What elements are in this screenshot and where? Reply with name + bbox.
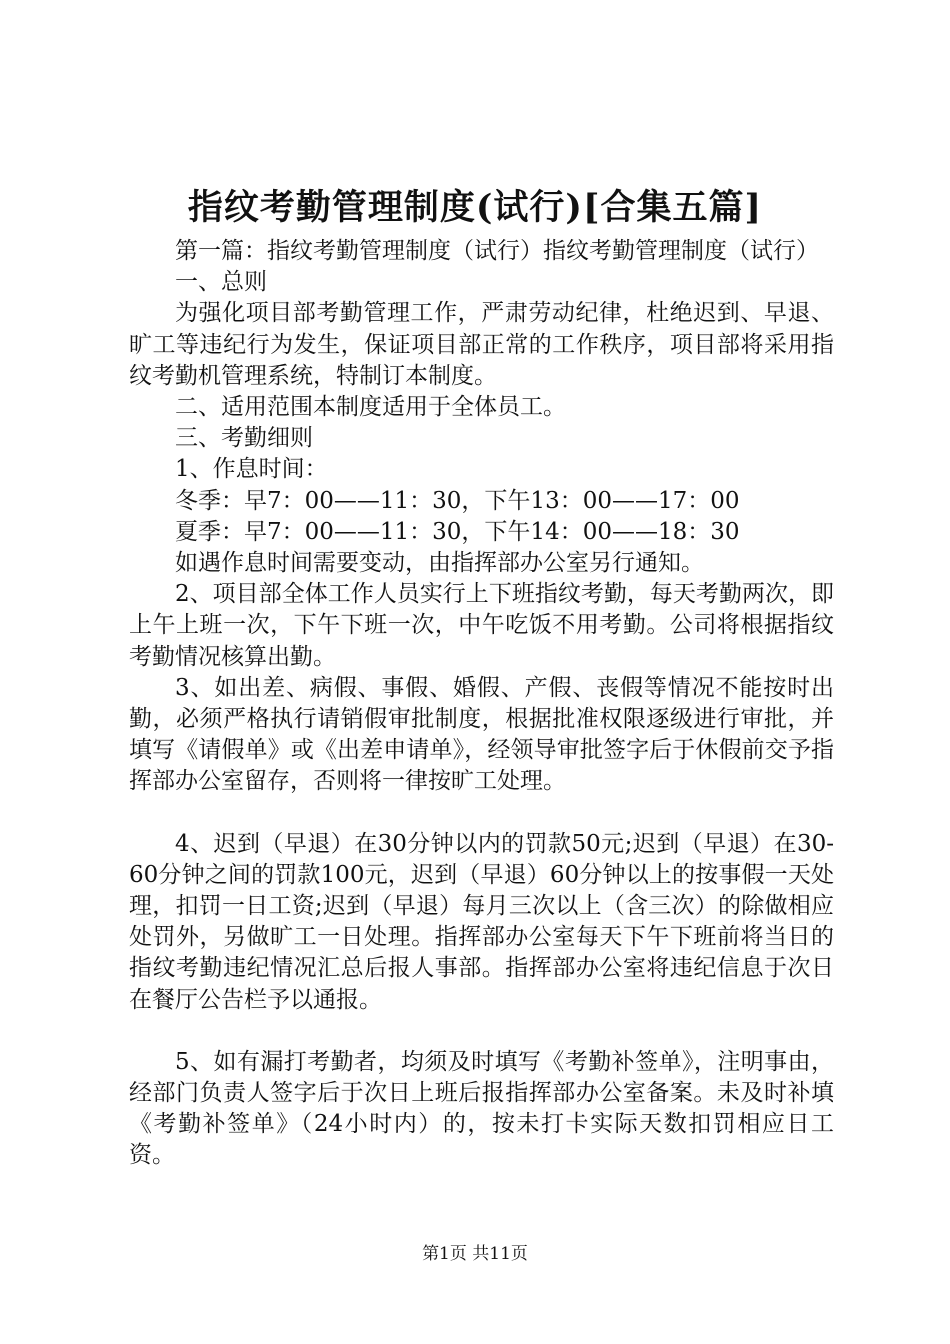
document-title: 指纹考勤管理制度(试行)[合集五篇] <box>187 187 763 228</box>
page-footer: 第1页 共11页 <box>422 1244 528 1264</box>
paragraph-purpose: 为强化项目部考勤管理工作，严肃劳动纪律，杜绝迟到、早退、旷工等违纪行为发生，保证项目部正常的工作秩序，项目部将采用指纹考勤机管理系统，特制订本制度。 <box>129 300 834 389</box>
paragraph-schedule-heading: 1、作息时间： <box>175 456 328 483</box>
paragraph-rule-2: 2、项目部全体工作人员实行上下班指纹考勤，每天考勤两次，即上午上班一次，下午下班一次，中午吃饭不用考勤。公司将根据指纹考勤情况核算出勤。 <box>129 581 834 670</box>
paragraph-rule-5: 5、如有漏打考勤者，均须及时填写《考勤补签单》，注明事由，经部门负责人签字后于次日上班后报指挥部办公室备案。未及时补填《考勤补签单》（24小时内）的，按未打卡实际天数扣罚相应日工资。 <box>129 1048 834 1169</box>
paragraph-schedule-change: 如遇作息时间需要变动，由指挥部办公室另行通知。 <box>175 550 704 577</box>
paragraph-summer-schedule: 夏季：早7：00——11：30，下午14：00——18：30 <box>175 518 740 545</box>
paragraph-heading-rules: 三、考勤细则 <box>175 425 313 452</box>
paragraph-scope: 二、适用范围本制度适用于全体员工。 <box>175 394 566 421</box>
paragraph-intro: 第一篇：指纹考勤管理制度（试行）指纹考勤管理制度（试行） <box>175 238 819 264</box>
document-body <box>129 236 834 1172</box>
paragraph-heading-general: 一、总则 <box>175 269 267 296</box>
paragraph-rule-4: 4、迟到（早退）在30分钟以内的罚款50元;迟到（早退）在30-60分钟之间的罚款100元，迟到（早退）60分钟以上的按事假一天处理，扣罚一日工资;迟到（早退）每月三次以上（含三次）的除做相应处罚外，另做旷工一日处理。指挥部办公室每天下午下班前将当日的指纹考勤违纪情况汇总后报人事部。指挥部办公室将违纪信息于次日在餐厅公告栏予以通报。 <box>129 830 834 1013</box>
paragraph-winter-schedule: 冬季：早7：00——11：30，下午13：00——17：00 <box>175 487 740 514</box>
paragraph-rule-3: 3、如出差、病假、事假、婚假、产假、丧假等情况不能按时出勤，必须严格执行请销假审批制度，根据批准权限逐级进行审批，并填写《请假单》或《出差申请单》，经领导审批签字后于休假前交予指挥部办公室留存，否则将一律按旷工处理。 <box>129 674 834 795</box>
